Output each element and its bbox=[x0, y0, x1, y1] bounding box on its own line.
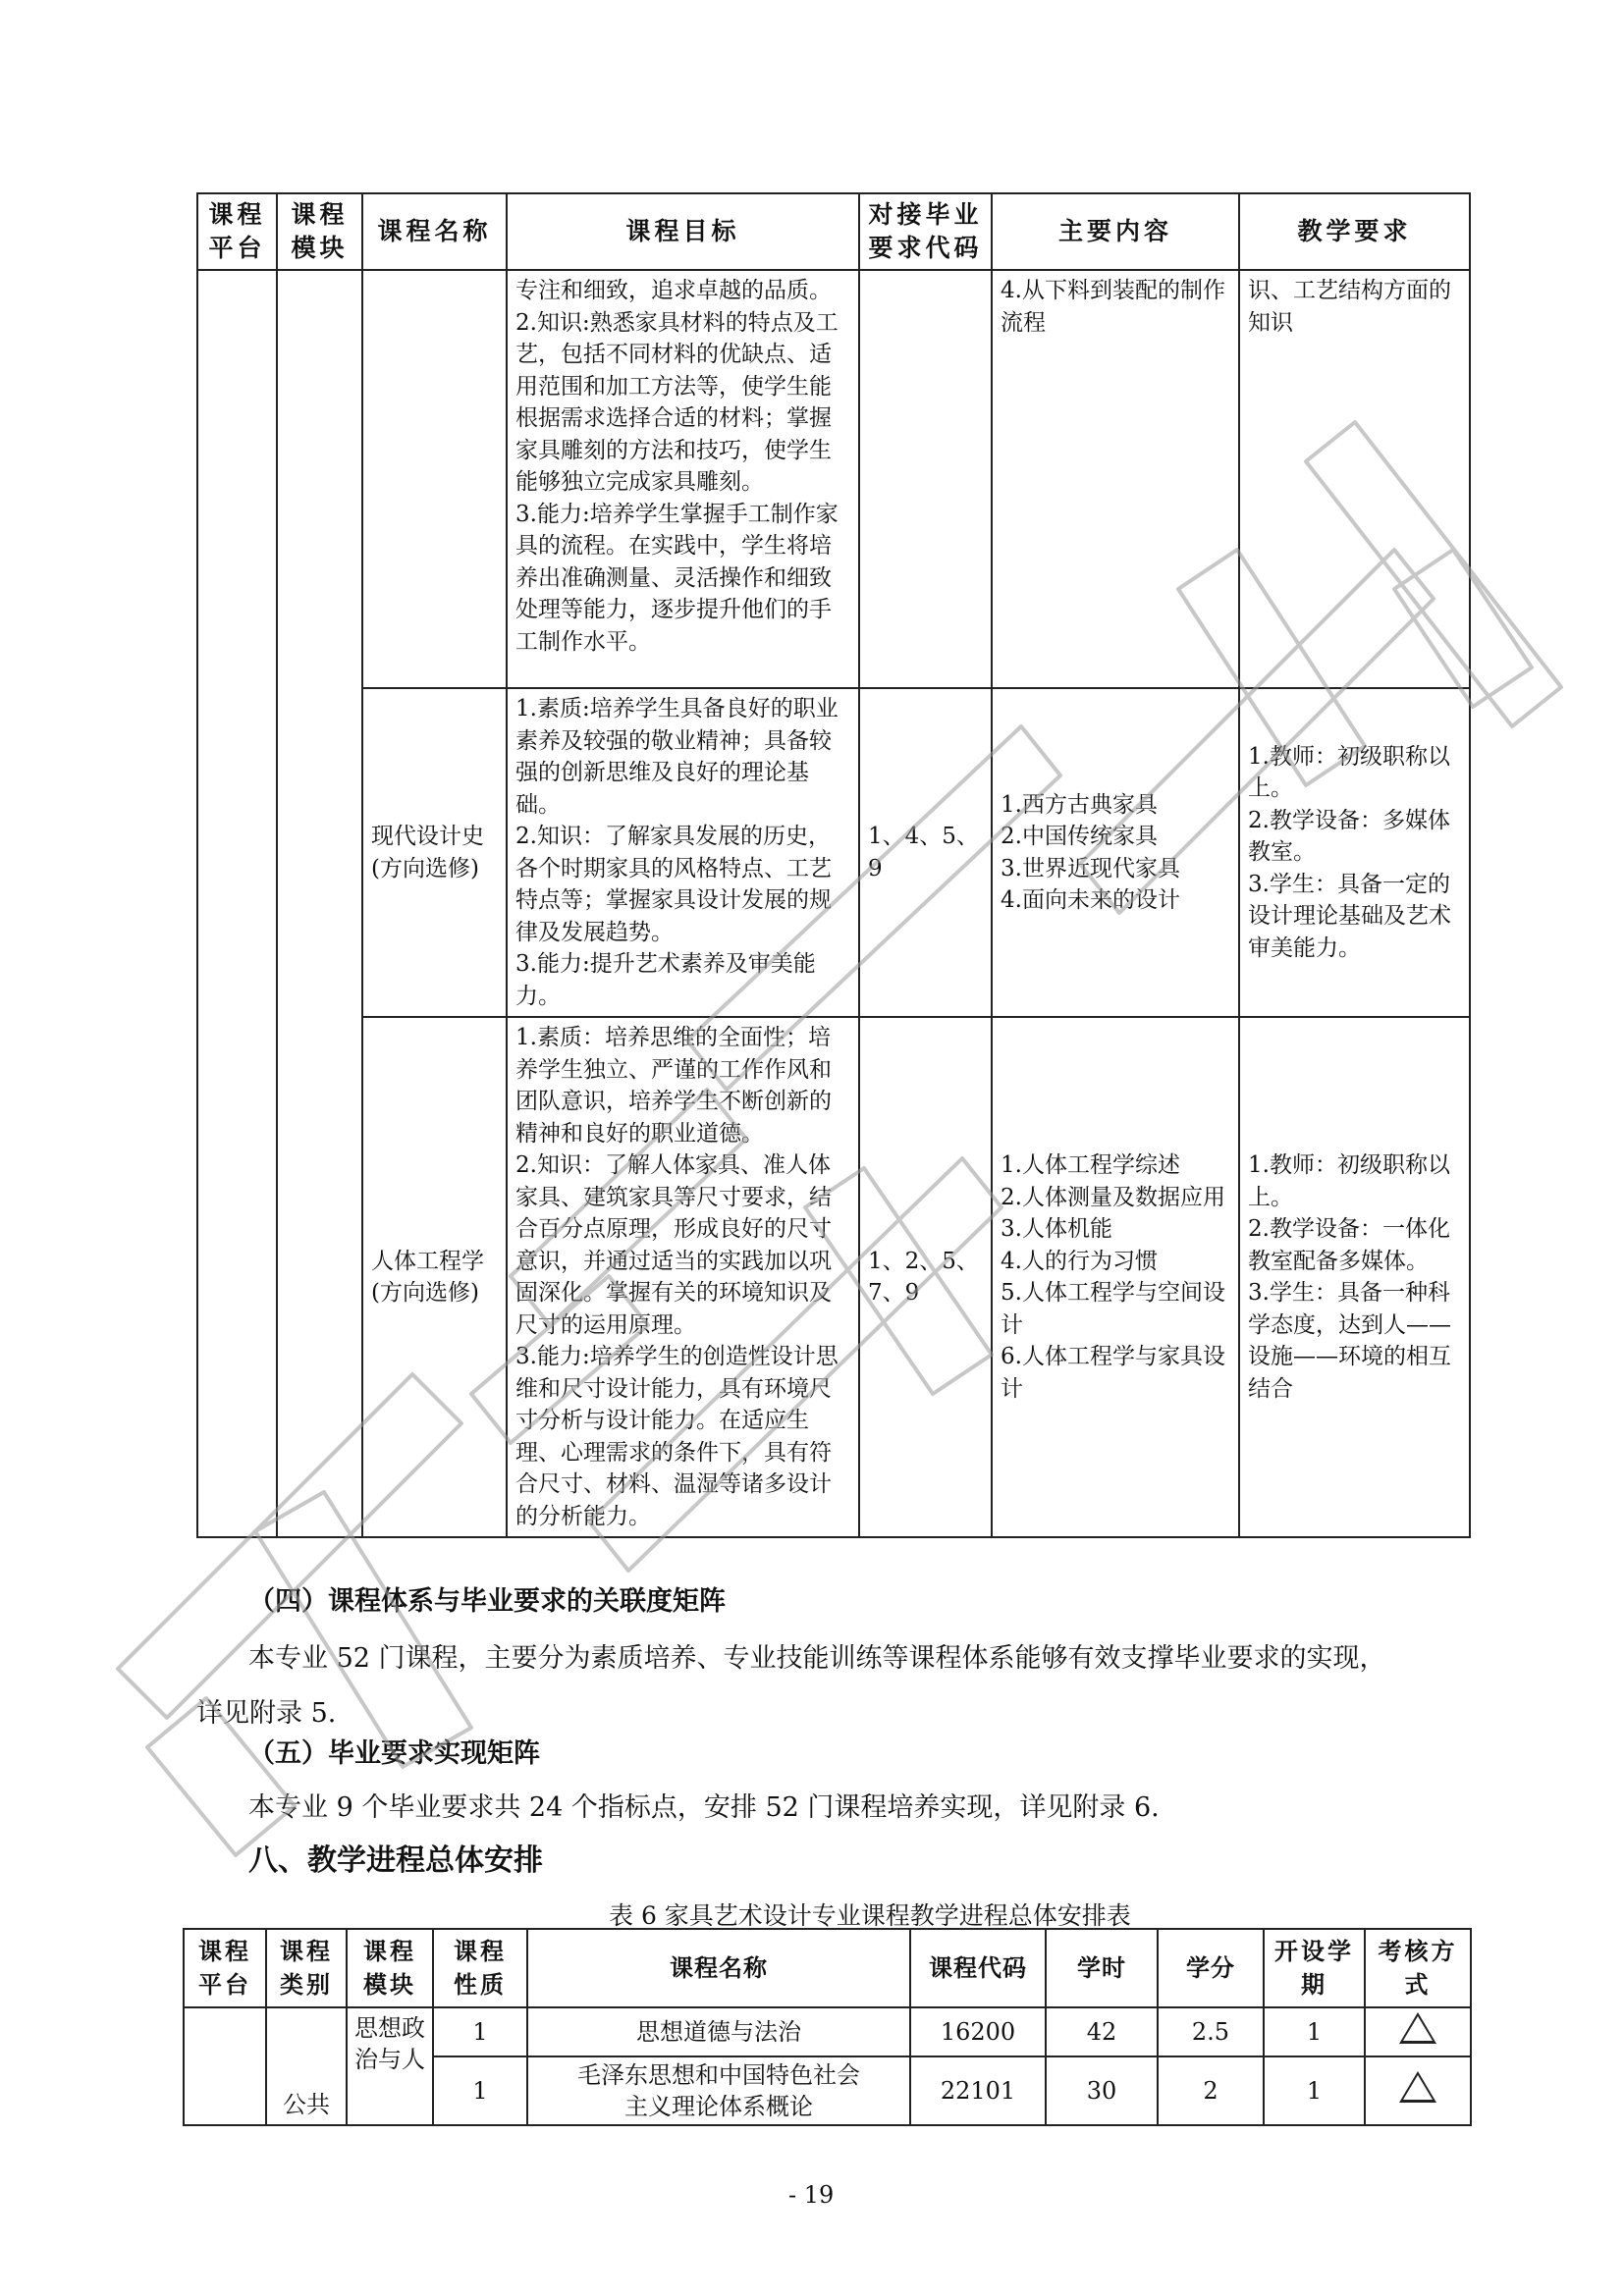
triangle-icon bbox=[1399, 2071, 1436, 2103]
course-name: 人体工程学(方向选修) bbox=[362, 1017, 507, 1537]
content-text: 1.人体工程学综述 2.人体测量及数据应用 3.人体机能 4.人的行为习惯 5.人体工程学与空间设计 6.人体工程学与家具设计 bbox=[1001, 1152, 1225, 1402]
requirements-text: 1.教师：初级职称以上。 2.教学设备：一体化教室配备多媒体。 3.学生：具备一种科学态度，达到人——设施——环境的相互结合 bbox=[1248, 1152, 1451, 1402]
header-module: 课程模块 bbox=[277, 193, 362, 270]
table-row bbox=[184, 2007, 1471, 2056]
header-teaching-requirements: 教学要求 bbox=[1239, 193, 1470, 270]
hours-cell: 42 bbox=[1046, 2007, 1158, 2056]
hours-cell: 30 bbox=[1046, 2056, 1158, 2125]
header-graduation-codes: 对接毕业要求代码 bbox=[859, 193, 992, 270]
section5-body: 本专业 9 个毕业要求共 24 个指标点，安排 52 门课程培养实现，详见附录 6. bbox=[248, 1792, 1160, 1823]
requirements-text: 识、工艺结构方面的知识 bbox=[1248, 278, 1451, 336]
assessment-cell bbox=[1365, 2007, 1471, 2056]
content-text: 1.西方古典家具 2.中国传统家具 3.世界近现代家具 4.面向未来的设计 bbox=[1001, 791, 1180, 913]
category-cell: 公共 bbox=[266, 2007, 347, 2125]
assessment-cell bbox=[1365, 2056, 1471, 2125]
header-assessment: 考核方式 bbox=[1365, 1929, 1471, 2007]
course-objectives bbox=[507, 688, 859, 1017]
main-content bbox=[992, 270, 1239, 688]
teaching-schedule-table bbox=[183, 1928, 1472, 2126]
section4-heading: （四）课程体系与毕业要求的关联度矩阵 bbox=[248, 1586, 726, 1617]
term-cell: 1 bbox=[1264, 2007, 1365, 2056]
nature-cell: 1 bbox=[433, 2056, 527, 2125]
nature-cell: 1 bbox=[433, 2007, 527, 2056]
objectives-text: 专注和细致，追求卓越的品质。 2.知识:熟悉家具材料的特点及工艺，包括不同材料的优缺点、适用范围和加工方法等，使学生能根据需求选择合适的材料；掌握家具雕刻的方法和技巧，使学生能够独立完成家具雕刻。 3.能力:培养学生掌握手工制作家具的流程。在实践中，学生将培养出准确测量、灵活操作和细致处理等能力，逐步提升他们的手工制作水平。 bbox=[515, 278, 839, 655]
header-platform: 课程平台 bbox=[197, 193, 277, 270]
header-credits: 学分 bbox=[1158, 1929, 1264, 2007]
table-row bbox=[197, 1017, 1470, 1537]
objectives-text: 1.素质：培养思维的全面性；培养学生独立、严谨的工作作风和团队意识，培养学生不断创新的精神和良好的职业道德。 2.知识：了解人体家具、准人体家具、建筑家具等尺寸要求，结合百分点原理，形成良好的尺寸意识，并通过适当的实践加以巩固深化。掌握有关的环境知识及尺寸的运用原理。 3.能力:培养学生的创造性设计思维和尺寸设计能力，具有环境尺寸分析与设计能力。在适应生理、心理需求的条件下，具有符合尺寸、材料、温湿等诸多设计的分析能力。 bbox=[515, 1025, 839, 1529]
header-course-name: 课程名称 bbox=[527, 1929, 910, 2007]
course-objectives-table bbox=[196, 192, 1471, 1538]
course-code-cell: 16200 bbox=[910, 2007, 1046, 2056]
objectives-text: 1.素质:培养学生具备良好的职业素养及较强的敬业精神；具备较强的创新思维及良好的理论基础。 2.知识：了解家具发展的历史，各个时期家具的风格特点、工艺特点等；掌握家具设计发展的规律及发展趋势。 3.能力:提升艺术素养及审美能力。 bbox=[515, 696, 839, 1009]
teaching-requirements bbox=[1239, 1017, 1470, 1537]
header-main-content: 主要内容 bbox=[992, 193, 1239, 270]
course-name: 现代设计史(方向选修) bbox=[362, 688, 507, 1017]
section4-body-line2: 详见附录 5. bbox=[196, 1698, 337, 1729]
header-module: 课程模块 bbox=[347, 1929, 433, 2007]
course-name-cell: 毛泽东思想和中国特色社会主义理论体系概论 bbox=[527, 2056, 910, 2125]
table-row bbox=[197, 270, 1470, 688]
header-course-code: 课程代码 bbox=[910, 1929, 1046, 2007]
course-name-cell: 思想道德与法治 bbox=[527, 2007, 910, 2056]
course-objectives bbox=[507, 1017, 859, 1537]
section8-heading: 八、教学进程总体安排 bbox=[248, 1843, 543, 1878]
platform-cell bbox=[197, 270, 277, 1537]
triangle-icon bbox=[1399, 2012, 1436, 2044]
main-content bbox=[992, 688, 1239, 1017]
teaching-requirements bbox=[1239, 688, 1470, 1017]
table-header-row bbox=[184, 1929, 1471, 2007]
table-row bbox=[197, 688, 1470, 1017]
section4-body-line1: 本专业 52 门课程，主要分为素质培养、专业技能训练等课程体系能够有效支撑毕业要求的实现， bbox=[248, 1643, 1386, 1674]
section5-heading: （五）毕业要求实现矩阵 bbox=[248, 1738, 540, 1769]
platform-cell bbox=[184, 2007, 266, 2125]
credits-cell: 2 bbox=[1158, 2056, 1264, 2125]
header-course-name: 课程名称 bbox=[362, 193, 507, 270]
header-term: 开设学期 bbox=[1264, 1929, 1365, 2007]
credits-cell: 2.5 bbox=[1158, 2007, 1264, 2056]
course-name bbox=[362, 270, 507, 688]
header-course-objectives: 课程目标 bbox=[507, 193, 859, 270]
course-code-cell: 22101 bbox=[910, 2056, 1046, 2125]
course-objectives bbox=[507, 270, 859, 688]
graduation-codes: 1、4、5、9 bbox=[859, 688, 992, 1017]
page-number: - 19 bbox=[788, 2181, 835, 2209]
teaching-requirements bbox=[1239, 270, 1470, 688]
header-hours: 学时 bbox=[1046, 1929, 1158, 2007]
requirements-text: 1.教师：初级职称以上。 2.教学设备：多媒体教室。 3.学生：具备一定的设计理论基础及艺术审美能力。 bbox=[1248, 743, 1451, 961]
module-cell bbox=[277, 270, 362, 1537]
header-platform: 课程平台 bbox=[184, 1929, 266, 2007]
content-text: 4.从下料到装配的制作流程 bbox=[1001, 278, 1225, 336]
table-caption: 表 6 家具艺术设计专业课程教学进程总体安排表 bbox=[609, 1901, 1131, 1930]
header-category: 课程类别 bbox=[266, 1929, 347, 2007]
term-cell: 1 bbox=[1264, 2056, 1365, 2125]
module-cell: 思想政治与人 bbox=[347, 2007, 433, 2125]
table-header-row bbox=[197, 193, 1470, 270]
main-content bbox=[992, 1017, 1239, 1537]
graduation-codes: 1、2、5、7、9 bbox=[859, 1017, 992, 1537]
header-nature: 课程性质 bbox=[433, 1929, 527, 2007]
graduation-codes bbox=[859, 270, 992, 688]
